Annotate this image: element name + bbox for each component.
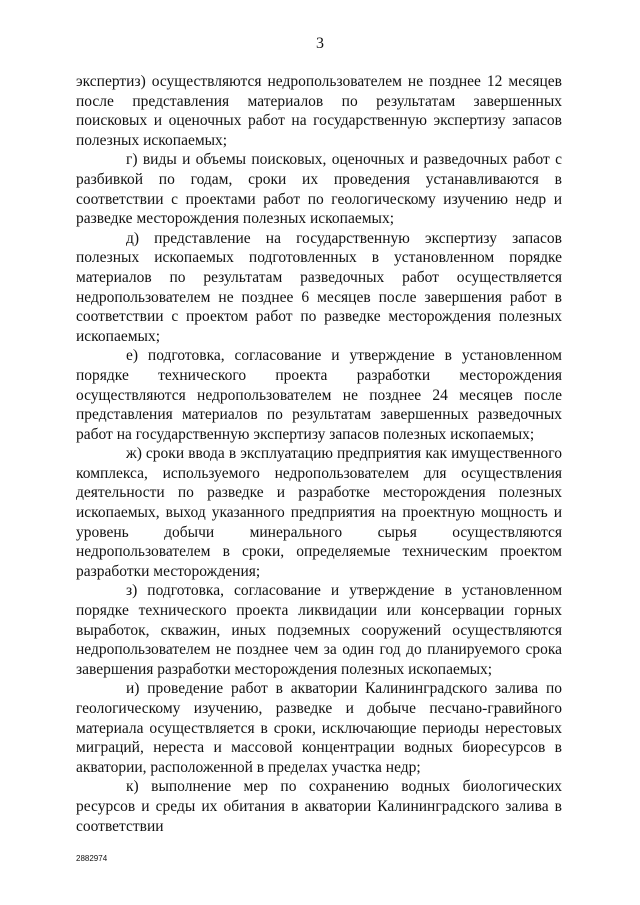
paragraph-g: г) виды и объемы поисковых, оценочных и разведочных работ с разбивкой по годам, сроки их проведения устанавливаются в соответствии с проектами работ по геологическому изучению недр и разведке месторождения полезных ископаемых; xyxy=(76,151,562,228)
page-number: 3 xyxy=(316,35,324,52)
body-text xyxy=(76,72,562,836)
paragraph-e: е) подготовка, согласование и утверждение в установленном порядке технического проекта разработки месторождения осуществляются недропользователем не позднее 24 месяцев после представления материалов по результатам завершенных разведочных работ на государственную экспертизу запасов полезных ископаемых; xyxy=(76,347,562,443)
paragraph-continuation: экспертиз) осуществляются недропользователем не позднее 12 месяцев после представления материалов по результатам завершенных поисковых и оценочных работ на государственную экспертизу запасов полезных ископаемых; xyxy=(76,73,562,149)
paragraph-zh: ж) сроки ввода в эксплуатацию предприятия как имущественного комплекса, используемого недропользователем для осуществления деятельности по разведке и разработке месторождения полезных ископаемых, выход указанного предприятия на проектную мощность и уровень добычи минерального сырья осуществляются недропользователем в сроки, определяемые техническим проектом разработки месторождения; xyxy=(76,445,562,580)
paragraph-k: к) выполнение мер по сохранению водных биологических ресурсов и среды их обитания в акватории Калининградского залива в соответствии xyxy=(76,778,562,835)
paragraph-d: д) представление на государственную экспертизу запасов полезных ископаемых подготовленных в установленном порядке материалов по результатам разведочных работ осуществляется недропользователем не позднее 6 месяцев после завершения работ в соответствии с проектом работ по разведке месторождения полезных ископаемых; xyxy=(76,229,562,345)
paragraph-z: з) подготовка, согласование и утверждение в установленном порядке технического проекта ликвидации или консервации горных выработок, скважин, иных подземных сооружений осуществляются недропользователем не позднее чем за один год до планируемого срока завершения разработки месторождения полезных ископаемых; xyxy=(76,582,562,678)
document-code: 2882974 xyxy=(76,854,108,863)
paragraph-i: и) проведение работ в акватории Калининградского залива по геологическому изучению, разведке и добыче песчано-гравийного материала осуществляется в сроки, исключающие периоды нерестовых миграций, нереста и массовой концентрации водных биоресурсов в акватории, расположенной в пределах участка недр; xyxy=(76,680,562,776)
